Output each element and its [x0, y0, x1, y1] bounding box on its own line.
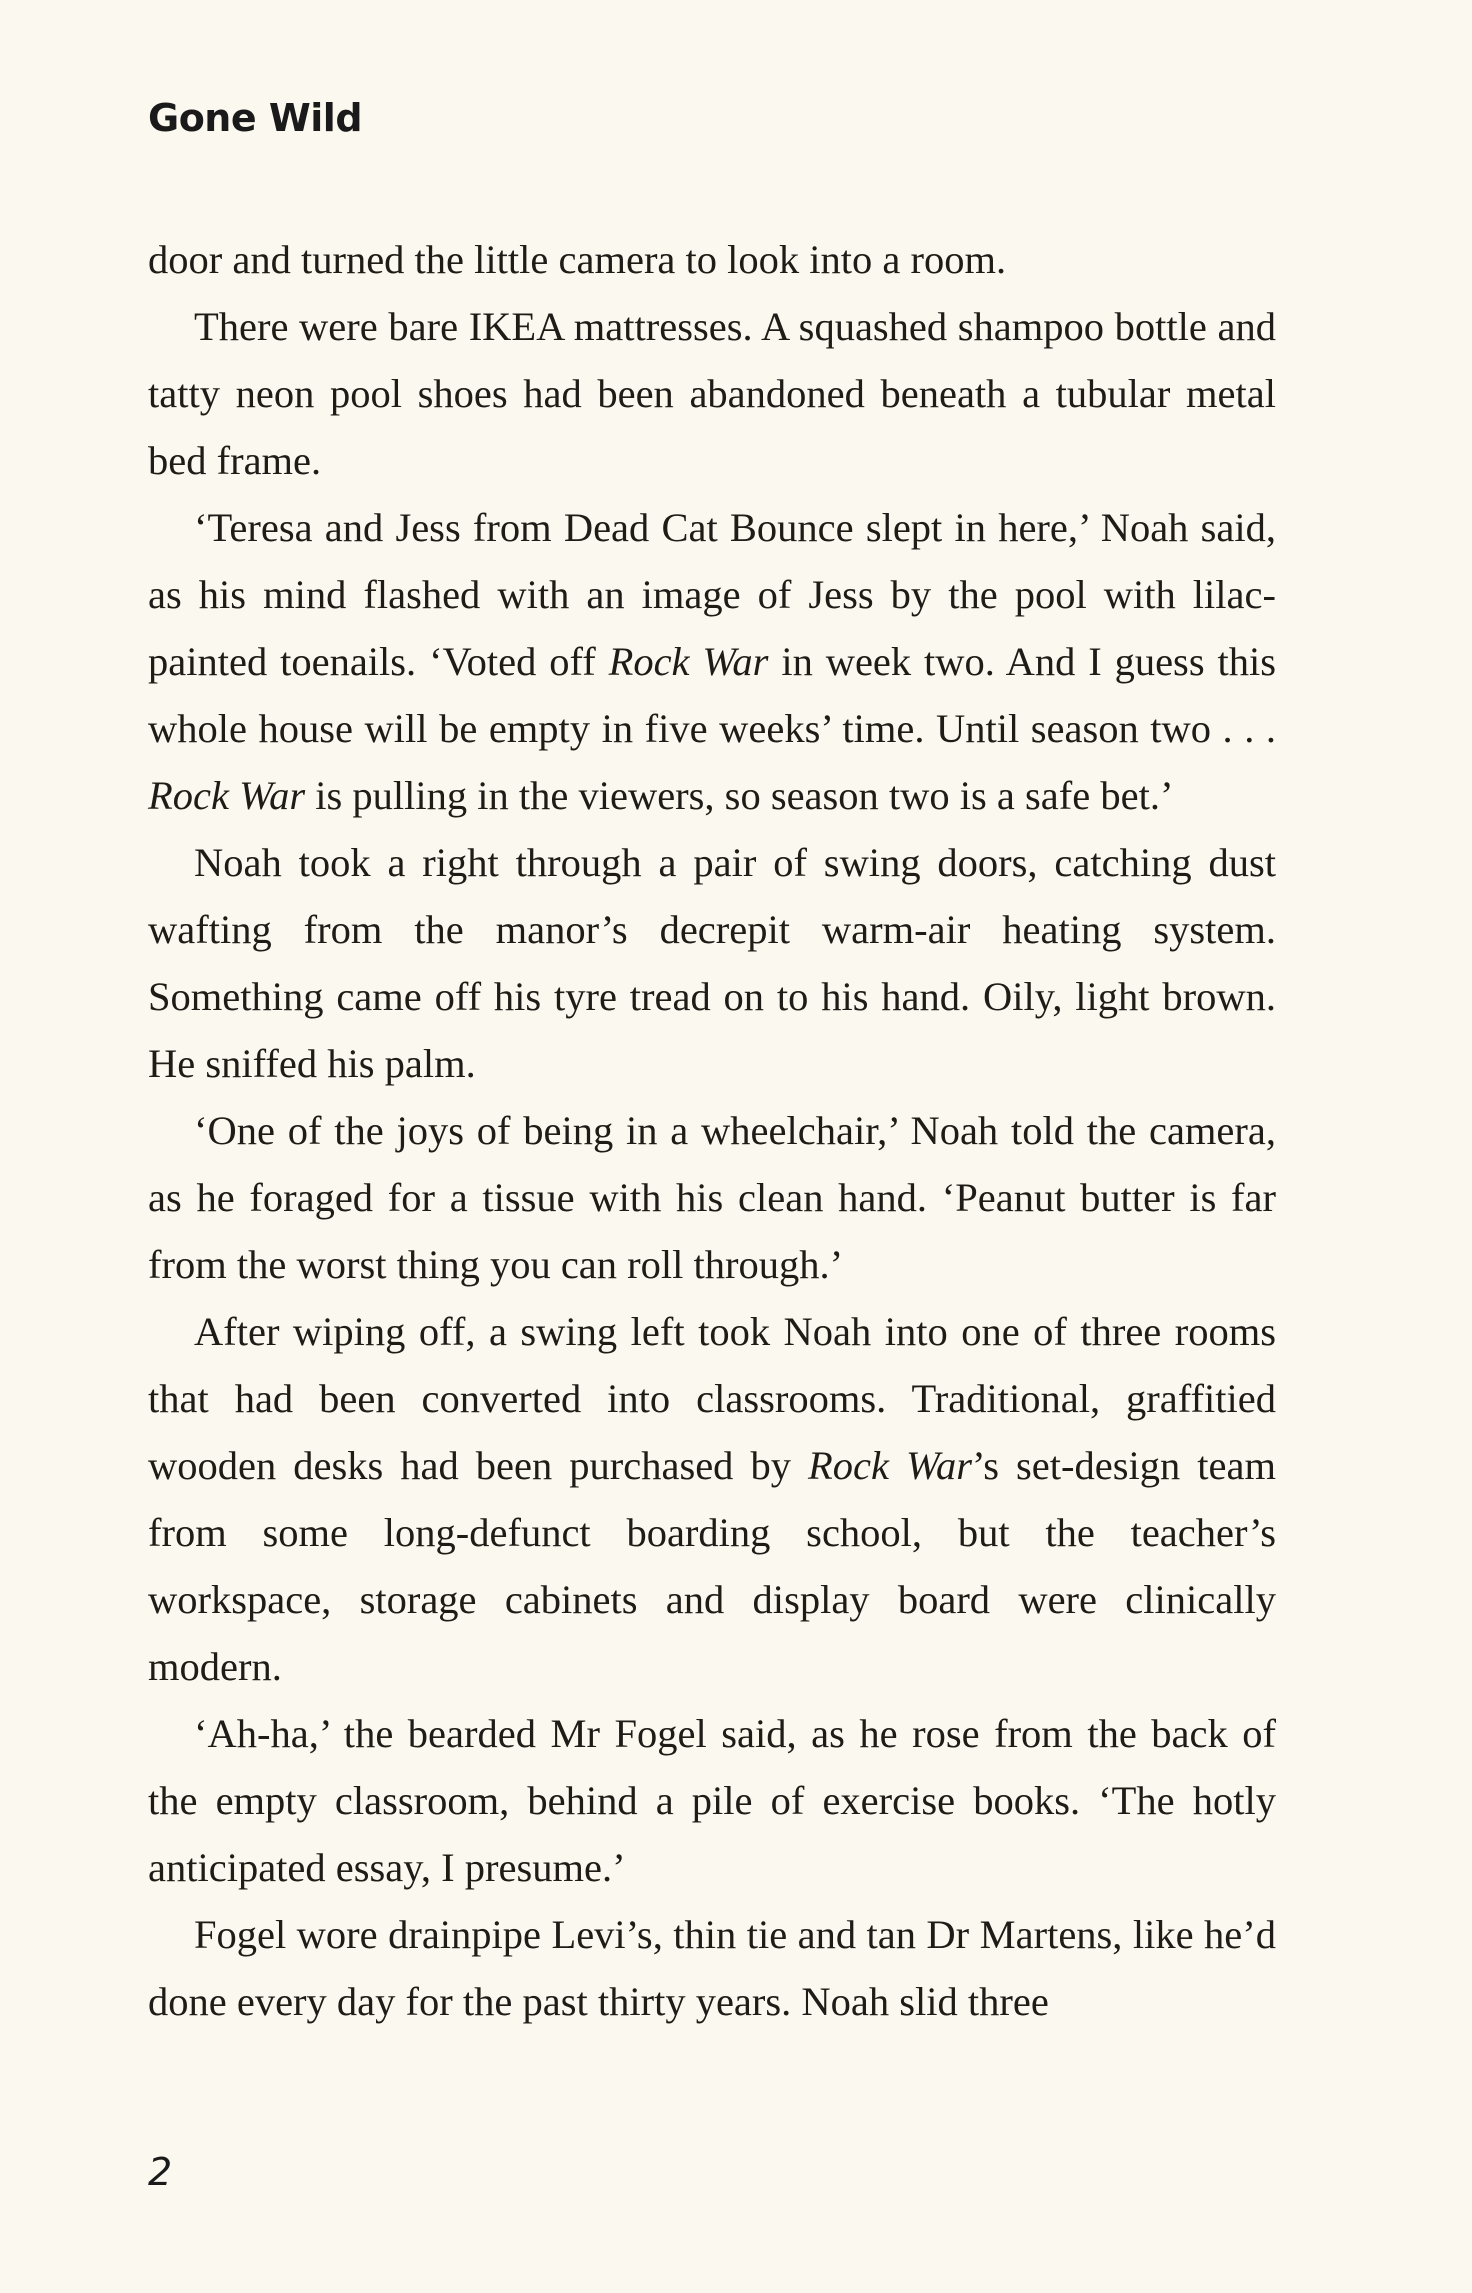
paragraph	[148, 1901, 1276, 2035]
paragraph-text: After wiping off, a swing left took Noah into one of three rooms that had been converted into classrooms. Traditional, graffitied wooden desks had been purchased by	[148, 1309, 1276, 1488]
page-number: 2	[148, 2150, 173, 2194]
italic-title-text: Rock War	[608, 639, 769, 684]
paragraph-text: ‘Ah-ha,’ the bearded Mr Fogel said, as he rose from the back of the empty classroom, behind a pile of exercise books. ‘The hotly anticipated essay, I presume.’	[148, 1711, 1276, 1890]
paragraph-text: ’s set-design team from some long-defunct boarding school, but the teacher’s workspace, storage cabinets and display board were clinically modern.	[148, 1443, 1276, 1689]
paragraph-text: Fogel wore drainpipe Levi’s, thin tie and tan Dr Martens, like he’d done every day for the past thirty years. Noah slid three	[148, 1912, 1276, 2024]
paragraph-text: Noah took a right through a pair of swing doors, catching dust wafting from the manor’s decrepit warm-air heating system. Something came off his tyre tread on to his hand. Oily, light brown. He sniffed his palm.	[148, 840, 1276, 1086]
italic-title-text: Rock War	[148, 773, 306, 818]
paragraph-text: door and turned the little camera to look into a room.	[148, 237, 1007, 282]
paragraph	[148, 494, 1276, 829]
paragraph-text: ‘Teresa and Jess from Dead Cat Bounce slept in here,’ Noah said, as his mind flashed with an image of Jess by the pool with lilac-painted toenails. ‘Voted off	[148, 505, 1276, 684]
paragraph	[148, 1700, 1276, 1901]
running-head: Gone Wild	[148, 96, 363, 140]
paragraph-text: There were bare IKEA mattresses. A squashed shampoo bottle and tatty neon pool shoes had been abandoned beneath a tubular metal bed frame.	[148, 304, 1276, 483]
body-text	[148, 226, 1276, 2035]
paragraph-text: in week two. And I guess this whole house will be empty in five weeks’ time. Until season two . . .	[148, 639, 1276, 751]
paragraph	[148, 1097, 1276, 1298]
paragraph-text: is pulling in the viewers, so season two is a safe bet.’	[305, 773, 1174, 818]
paragraph-text: ‘One of the joys of being in a wheelchair,’ Noah told the camera, as he foraged for a tissue with his clean hand. ‘Peanut butter is far from the worst thing you can roll through.’	[148, 1108, 1276, 1287]
paragraph	[148, 829, 1276, 1097]
paragraph	[148, 293, 1276, 494]
paragraph	[148, 1298, 1276, 1700]
italic-title-text: Rock War	[808, 1443, 972, 1488]
paragraph	[148, 226, 1276, 293]
